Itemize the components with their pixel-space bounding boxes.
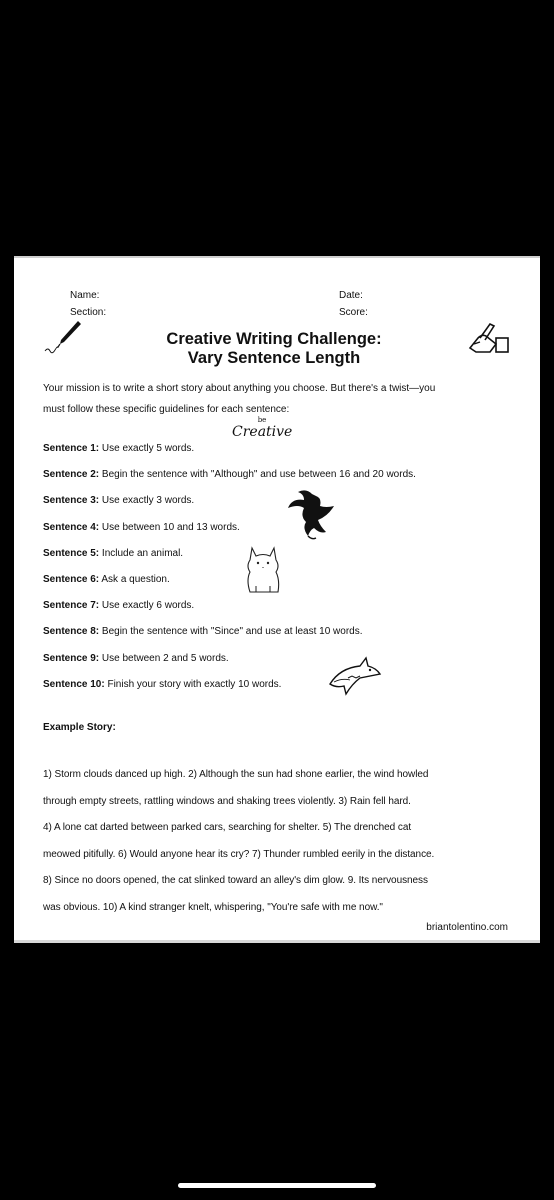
sentence-rule: Finish your story with exactly 10 words.: [104, 678, 282, 690]
stamp-big-text: Creative: [232, 424, 293, 440]
sentence-label: Sentence 8:: [43, 626, 100, 638]
example-story-text: [43, 762, 513, 921]
home-indicator[interactable]: [178, 1183, 376, 1188]
cat-icon: [242, 542, 284, 598]
footer-site-link[interactable]: briantolentino.com: [426, 922, 508, 933]
sentence-label: Sentence 9:: [43, 652, 100, 664]
dragon-icon: [286, 486, 338, 542]
story-line: 8) Since no doors opened, the cat slinked toward an alley's dim glow. 9. Its nervousness: [43, 875, 428, 886]
sentence-rule: Begin the sentence with "Since" and use at least 10 words.: [99, 626, 363, 638]
page-bottom-edge: [14, 940, 540, 943]
sentence-rule: Use exactly 3 words.: [99, 495, 195, 507]
story-line: 1) Storm clouds danced up high. 2) Although the sun had shone earlier, the wind howled: [43, 769, 429, 780]
story-line: was obvious. 10) A kind stranger knelt, whispering, "You're safe with me now.": [43, 901, 383, 913]
list-item: [43, 494, 513, 520]
score-label: Score:: [339, 307, 368, 318]
intro-line-2: must follow these specific guidelines for each sentence:: [43, 404, 290, 415]
sentence-rule: Include an animal.: [99, 547, 184, 559]
sentence-label: Sentence 7:: [43, 600, 100, 612]
story-line: meowed pitifully. 6) Would anyone hear its cry? 7) Thunder rumbled eerily in the distance.: [43, 848, 435, 860]
sentence-rule: Ask a question.: [99, 573, 170, 585]
sentence-label: Sentence 6:: [43, 573, 100, 585]
list-item: [43, 678, 513, 704]
title-line-2: Vary Sentence Length: [187, 349, 361, 367]
section-label: Section:: [70, 307, 107, 318]
story-line: through empty streets, rattling windows and shaking trees violently. 3) Rain fell hard.: [43, 795, 411, 807]
intro-paragraph: [43, 378, 513, 420]
worksheet-page: [14, 258, 540, 942]
page-title: [134, 330, 414, 368]
list-item: [43, 625, 513, 651]
example-story-heading: Example Story:: [43, 722, 116, 733]
sentence-rule: Use between 10 and 13 words.: [99, 521, 240, 533]
sentence-rule: Use exactly 5 words.: [99, 443, 195, 454]
list-item: [43, 652, 513, 678]
sentence-label: Sentence 4:: [43, 521, 100, 533]
sentence-label: Sentence 1:: [43, 443, 100, 454]
sentence-rule: Use between 2 and 5 words.: [99, 652, 229, 664]
sentence-label: Sentence 2:: [43, 469, 100, 481]
writing-hand-icon: [466, 320, 512, 356]
stamp-small-text: be: [257, 416, 267, 424]
title-line-1: Creative Writing Challenge:: [166, 330, 382, 348]
list-item: [43, 599, 513, 625]
date-label: Date:: [339, 290, 363, 301]
sentence-label: Sentence 3:: [43, 495, 100, 507]
list-item: [43, 468, 513, 494]
sentence-rule: Begin the sentence with "Although" and use between 16 and 20 words.: [99, 469, 416, 481]
shark-icon: [326, 654, 382, 700]
sentence-label: Sentence 5:: [43, 547, 100, 559]
name-label: Name:: [70, 290, 100, 301]
intro-line-1: Your mission is to write a short story about anything you choose. But there's a twist—you: [43, 383, 436, 394]
story-line: 4) A lone cat darted between parked cars, searching for shelter. 5) The drenched cat: [43, 822, 412, 833]
pen-icon: [44, 318, 84, 354]
sentence-rule: Use exactly 6 words.: [99, 600, 195, 612]
sentence-label: Sentence 10:: [43, 678, 105, 690]
be-creative-stamp: [232, 416, 292, 452]
